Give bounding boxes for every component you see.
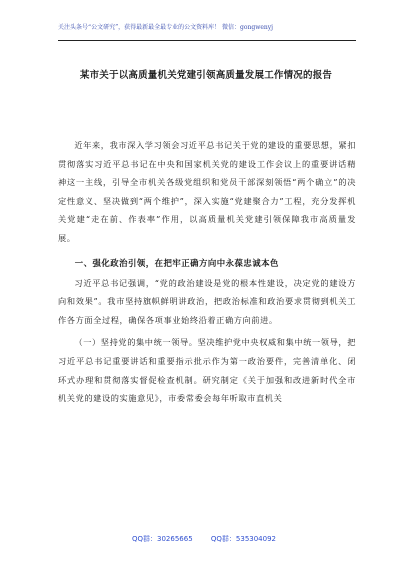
section-heading-1: 一、强化政治引领，在把牢正确方向中永葆忠诚本色 (74, 257, 279, 268)
footer-qq-groups (0, 534, 408, 544)
section-1-paragraph: 习近平总书记强调，“党的政治建设是党的根本性建设，决定党的建设方向和效果”。我市坚持旗帜鲜明讲政治，把政治标准和政治要求贯彻到机关工作各方面全过程，确保各项事业始终沿着正确方向前进。 (58, 277, 356, 325)
header-note: 关注头条号“公文研究”，获得最新最全最专业的公文资料库！ 微信：gongwenyj (58, 24, 274, 31)
footer-qq-group-1: QQ群：30265665 (132, 535, 193, 543)
document-title: 某市关于以高质量机关党建引领高质量发展工作情况的报告 (79, 70, 333, 81)
footer-qq-group-2: QQ群：535304092 (210, 535, 276, 543)
intro-paragraph: 近年来，我市深入学习领会习近平总书记关于党的建设的重要思想，紧扣贯彻落实习近平总书记在中央和国家机关党的建设工作会议上的重要讲话精神这一主线，引导全市机关各级党组织和党员干部深刻领悟“两个确立”的决定性意义、坚决做到“两个维护”，深入实施“党建聚合力”工程，充分发挥机关党建“走在前、作表率”作用，以高质量机关党建引领保障我市高质量发展。 (58, 140, 356, 243)
document-body (58, 136, 356, 408)
header-divider (58, 40, 356, 41)
subsection-1-paragraph: （一）坚持党的集中统一领导。坚决维护党中央权威和集中统一领导，把习近平总书记重要讲话和重要指示批示作为第一政治要件，完善清单化、闭环式办理和贯彻落实督促检查机制。研究制定《关于加强和改进新时代全市机关党的建设的实施意见》，市委常委会每年听取市直机关 (58, 337, 356, 404)
